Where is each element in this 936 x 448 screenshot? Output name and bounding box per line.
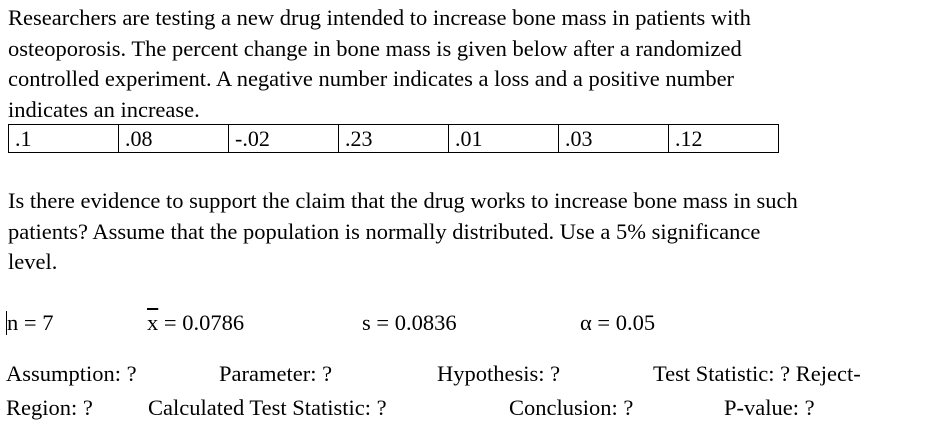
data-cell: .03 <box>559 125 669 153</box>
data-table <box>8 124 779 153</box>
problem-question <box>8 186 798 278</box>
test-statistic-prompt: Test Statistic: ? Reject- <box>653 361 861 386</box>
data-cell: -.02 <box>229 125 339 153</box>
conclusion-prompt: Conclusion: ? <box>509 395 634 420</box>
intro-line: controlled experiment. A negative number indicates a loss and a positive number <box>8 66 735 91</box>
data-cell: .23 <box>339 125 449 153</box>
calculated-test-statistic-prompt: Calculated Test Statistic: ? <box>148 395 387 420</box>
data-cell: .12 <box>669 125 779 153</box>
questions-row <box>0 393 936 423</box>
problem-intro <box>8 3 751 125</box>
sample-std-dev: s = 0.0836 <box>362 310 457 335</box>
sample-mean-value: = 0.0786 <box>158 310 245 335</box>
intro-line: indicates an increase. <box>8 96 200 122</box>
question-line: Is there evidence to support the claim that the drug works to increase bone mass in such <box>8 188 798 213</box>
sample-size <box>6 309 53 337</box>
parameter-prompt: Parameter: ? <box>219 361 333 386</box>
xbar-symbol: $\overline{x}$ <box>147 310 159 335</box>
p-value-prompt: P-value: ? <box>724 395 815 420</box>
intro-line: Researchers are testing a new drug intended to increase bone mass in patients with <box>8 5 751 30</box>
table-row <box>9 125 779 153</box>
sample-mean <box>147 309 244 337</box>
question-line: patients? Assume that the population is normally distributed. Use a 5% significance <box>8 218 761 244</box>
assumption-prompt: Assumption: ? <box>6 361 137 386</box>
questions-row <box>0 359 936 389</box>
hypothesis-prompt: Hypothesis: ? <box>437 361 561 386</box>
reject-region-prompt: Region: ? <box>6 395 93 420</box>
question-line: level. <box>8 249 58 274</box>
intro-line: osteoporosis. The percent change in bone mass is given below after a randomized <box>8 35 742 61</box>
data-cell: .01 <box>449 125 559 153</box>
data-cell: .08 <box>119 125 229 153</box>
significance-level: α = 0.05 <box>580 310 656 335</box>
sample-size-text: n = 7 <box>7 310 54 335</box>
data-cell: .1 <box>9 125 119 153</box>
